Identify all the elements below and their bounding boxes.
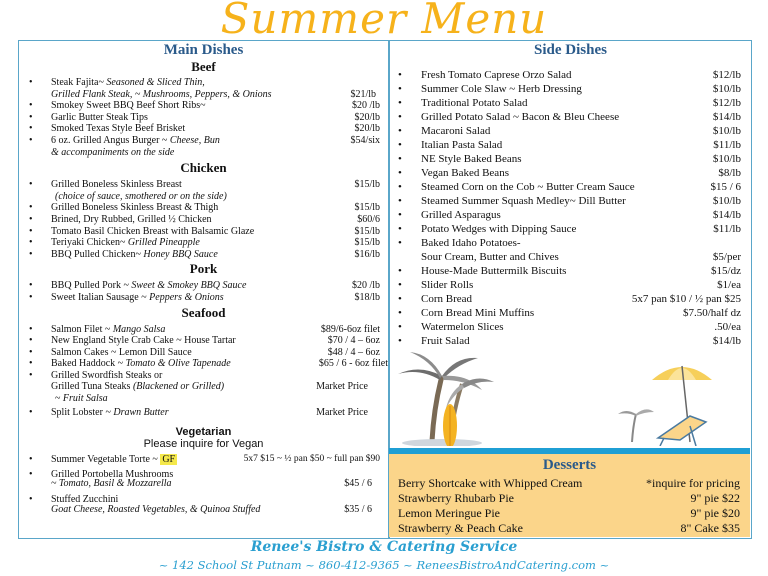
bullet: •	[398, 125, 402, 137]
menu-item-desc: ~ Tomato, Basil & Mozzarella $45 / 6	[51, 478, 372, 490]
side-dish-price: $14/lb	[712, 111, 741, 123]
bullet: •	[398, 69, 402, 81]
dessert-name: Strawberry Rhubarb Pie	[398, 491, 514, 505]
menu-item: • Smoked Texas Style Beef Brisket $20/lb	[29, 123, 380, 135]
menu-item: • Tomato Basil Chicken Breast with Balsamic Glaze $15/lb	[29, 225, 380, 237]
bullet: •	[398, 307, 402, 319]
side-dish-name: Steamed Summer Squash Medley~ Dill Butter	[421, 195, 626, 207]
bullet: •	[398, 237, 402, 249]
business-contact: ~ 142 School St Putnam ~ 860-412-9365 ~ ReneesBistroAndCatering.com ~	[158, 558, 610, 572]
bullet: •	[398, 265, 402, 277]
side-dish-item	[390, 194, 751, 208]
side-dish-item	[390, 166, 751, 180]
dessert-name: Lemon Meringue Pie	[398, 506, 500, 520]
menu-item: • Split Lobster ~ Drawn Butter Market Price	[29, 406, 368, 418]
menu-item-desc: Goat Cheese, Roasted Vegetables, & Quinoa Stuffed $35 / 6	[51, 503, 372, 515]
side-dish-price: $10/lb	[712, 83, 741, 95]
menu-item: • Steak Fajita~ Seasoned & Sliced Thin,	[29, 77, 205, 88]
surfboard-icon	[443, 404, 457, 446]
menu-item: • Salmon Cakes ~ Lemon Dill Sauce $48 / 4 – 6oz	[29, 346, 380, 358]
side-dish-item	[390, 306, 751, 320]
side-dish-price: $5/per	[712, 251, 741, 263]
chicken-heading: Chicken	[180, 160, 227, 176]
side-dish-price: $12/lb	[712, 69, 741, 81]
bullet: •	[398, 111, 402, 123]
side-dish-price: $1/ea	[717, 279, 741, 291]
pork-heading: Pork	[189, 261, 218, 277]
side-dish-price: $14/lb	[712, 209, 741, 221]
side-dish-price: $11/lb	[713, 223, 741, 235]
vegan-note: Please inquire for Vegan	[143, 438, 264, 451]
bullet: •	[398, 279, 402, 291]
bullet: •	[398, 335, 402, 347]
side-dish-item	[390, 208, 751, 222]
vegetarian-heading: Vegetarian	[175, 426, 232, 439]
bullet: •	[398, 97, 402, 109]
gluten-free-badge: GF	[162, 454, 176, 466]
menu-item-desc: (choice of sauce, smothered or on the side)	[55, 190, 227, 202]
side-dish-price: $10/lb	[712, 153, 741, 165]
side-dish-name: Italian Pasta Salad	[421, 139, 503, 151]
side-dish-item	[390, 138, 751, 152]
seafood-list	[19, 324, 388, 419]
side-dish-item	[390, 82, 751, 96]
seafood-heading: Seafood	[181, 304, 226, 320]
side-dish-item	[390, 320, 751, 334]
menu-item: • BBQ Pulled Chicken~ Honey BBQ Sauce $16/lb	[29, 248, 380, 260]
bullet: •	[398, 139, 402, 151]
side-dish-price: $10/lb	[712, 195, 741, 207]
menu-item: • Teriyaki Chicken~ Grilled Pineapple $15/lb	[29, 237, 380, 249]
side-dish-name: Sour Cream, Butter and Chives	[421, 251, 559, 263]
side-dish-price: $12/lb	[712, 97, 741, 109]
side-dish-item	[390, 152, 751, 166]
side-dish-price: 5x7 pan $10 / ½ pan $25	[631, 293, 741, 305]
dessert-price: *inquire for pricing	[646, 476, 740, 490]
side-dish-name: NE Style Baked Beans	[421, 153, 522, 165]
business-name: Renee's Bistro & Catering Service	[250, 539, 518, 555]
side-dish-item	[390, 278, 751, 292]
bullet: •	[398, 181, 402, 193]
side-dish-item	[390, 124, 751, 138]
dessert-item	[389, 491, 750, 506]
menu-item: • Grilled Boneless Skinless Breast & Thigh $15/lb	[29, 202, 380, 214]
side-dish-item	[390, 96, 751, 110]
side-dish-price: $11/lb	[713, 139, 741, 151]
bullet: •	[398, 321, 402, 333]
side-dish-price: $14/lb	[712, 335, 741, 347]
side-dish-name: Corn Bread	[421, 293, 473, 305]
side-dish-item	[390, 236, 751, 250]
side-dish-name: Summer Cole Slaw ~ Herb Dressing	[421, 83, 582, 95]
side-dish-name: Steamed Corn on the Cob ~ Butter Cream Sauce	[421, 181, 635, 193]
side-dish-price: .50/ea	[714, 321, 741, 333]
side-dish-price: $15/dz	[711, 265, 741, 277]
side-dish-name: Fruit Salad	[421, 335, 470, 347]
menu-item-desc: Grilled Flank Steak, ~ Mushrooms, Peppers, & Onions $21/lb	[51, 88, 376, 100]
menu-item: • Stuffed Zucchini	[29, 494, 119, 506]
side-dish-name: Fresh Tomato Caprese Orzo Salad	[421, 69, 572, 81]
side-dish-name: Slider Rolls	[421, 279, 474, 291]
side-dish-name: Grilled Asparagus	[421, 209, 501, 221]
menu-item: • Baked Haddock ~ Tomato & Olive Tapenade $65 / 6 - 6oz filet	[29, 358, 388, 370]
menu-item: • New England Style Crab Cake ~ House Tartar $70 / 4 – 6oz	[29, 335, 380, 347]
side-dish-name: Traditional Potato Salad	[421, 97, 528, 109]
side-dish-name: Baked Idaho Potatoes-	[421, 237, 521, 249]
menu-item-desc: & accompaniments on the side	[51, 146, 175, 158]
side-dish-name: Macaroni Salad	[421, 125, 491, 137]
side-dish-item	[390, 222, 751, 236]
beach-illustration	[390, 346, 751, 446]
bullet: •	[398, 195, 402, 207]
side-dish-name: Potato Wedges with Dipping Sauce	[421, 223, 577, 235]
menu-item: • Salmon Filet ~ Mango Salsa $89/6-6oz filet	[29, 323, 380, 335]
main-dishes-panel	[18, 40, 389, 539]
side-dish-name: Vegan Baked Beans	[421, 167, 509, 179]
bullet: •	[398, 223, 402, 235]
vegetarian-list	[19, 454, 388, 515]
side-dish-item	[390, 68, 751, 82]
small-palm-icon	[618, 409, 654, 442]
dessert-item	[389, 521, 750, 536]
menu-item-desc: Grilled Tuna Steaks (Blackened or Grilled) Market Price	[51, 381, 368, 393]
menu-item: • 6 oz. Grilled Angus Burger ~ Cheese, Bun $54/six	[29, 134, 380, 146]
desserts-heading: Desserts	[542, 457, 597, 473]
desserts-panel	[389, 448, 750, 537]
side-dish-item	[390, 110, 751, 124]
menu-item: • Grilled Swordfish Steaks or	[29, 369, 163, 381]
beef-heading: Beef	[191, 59, 216, 74]
pork-list	[19, 280, 388, 303]
dessert-price: 9" pie $20	[690, 506, 740, 520]
side-dish-price: $10/lb	[712, 125, 741, 137]
bullet: •	[398, 167, 402, 179]
menu-title: Summer Menu	[220, 0, 548, 43]
side-dish-price: $15 / 6	[710, 181, 741, 193]
menu-item: • Summer Vegetable Torte ~ GF 5x7 $15 ~ ½ pan $50 ~ full pan $90	[29, 454, 380, 466]
dessert-name: Berry Shortcake with Whipped Cream	[398, 476, 583, 490]
side-dish-item	[390, 250, 751, 264]
beef-list	[19, 77, 388, 158]
side-dish-item	[390, 180, 751, 194]
side-dish-name: House-Made Buttermilk Biscuits	[421, 265, 567, 277]
side-dishes-list	[390, 68, 751, 348]
side-dish-price: $7.50/half dz	[682, 307, 741, 319]
menu-item: • Sweet Italian Sausage ~ Peppers & Onions $18/lb	[29, 291, 380, 303]
desserts-list	[389, 476, 750, 536]
side-dish-item	[390, 264, 751, 278]
menu-item: • Brined, Dry Rubbed, Grilled ½ Chicken $60/6	[29, 213, 380, 225]
menu-item-desc: ~ Fruit Salsa	[55, 393, 108, 405]
side-dish-price: $8/lb	[718, 167, 741, 179]
side-dish-name: Corn Bread Mini Muffins	[421, 307, 535, 319]
menu-item: • BBQ Pulled Pork ~ Sweet & Smokey BBQ Sauce $20 /lb	[29, 280, 380, 292]
main-dishes-heading: Main Dishes	[163, 42, 244, 58]
bullet: •	[398, 153, 402, 165]
bullet: •	[398, 293, 402, 305]
menu-item: • Grilled Portobella Mushrooms	[29, 468, 174, 480]
bullet: •	[398, 83, 402, 95]
side-dish-name: Watermelon Slices	[421, 321, 504, 333]
menu-item: • Garlic Butter Steak Tips $20/lb	[29, 111, 380, 123]
dessert-name: Strawberry & Peach Cake	[398, 521, 523, 535]
beach-chair-icon	[658, 416, 706, 446]
dessert-item	[389, 506, 750, 521]
side-dishes-heading: Side Dishes	[534, 42, 607, 58]
bullet: •	[398, 209, 402, 221]
side-dish-item	[390, 292, 751, 306]
menu-item: • Smokey Sweet BBQ Beef Short Ribs~ $20 /lb	[29, 100, 380, 112]
dessert-price: 8" Cake $35	[680, 521, 740, 535]
chicken-list	[19, 179, 388, 260]
dessert-price: 9" pie $22	[690, 491, 740, 505]
menu-item: • Grilled Boneless Skinless Breast $15/lb	[29, 179, 380, 191]
side-dish-name: Grilled Potato Salad ~ Bacon & Bleu Cheese	[421, 111, 620, 123]
dessert-item	[389, 476, 750, 491]
